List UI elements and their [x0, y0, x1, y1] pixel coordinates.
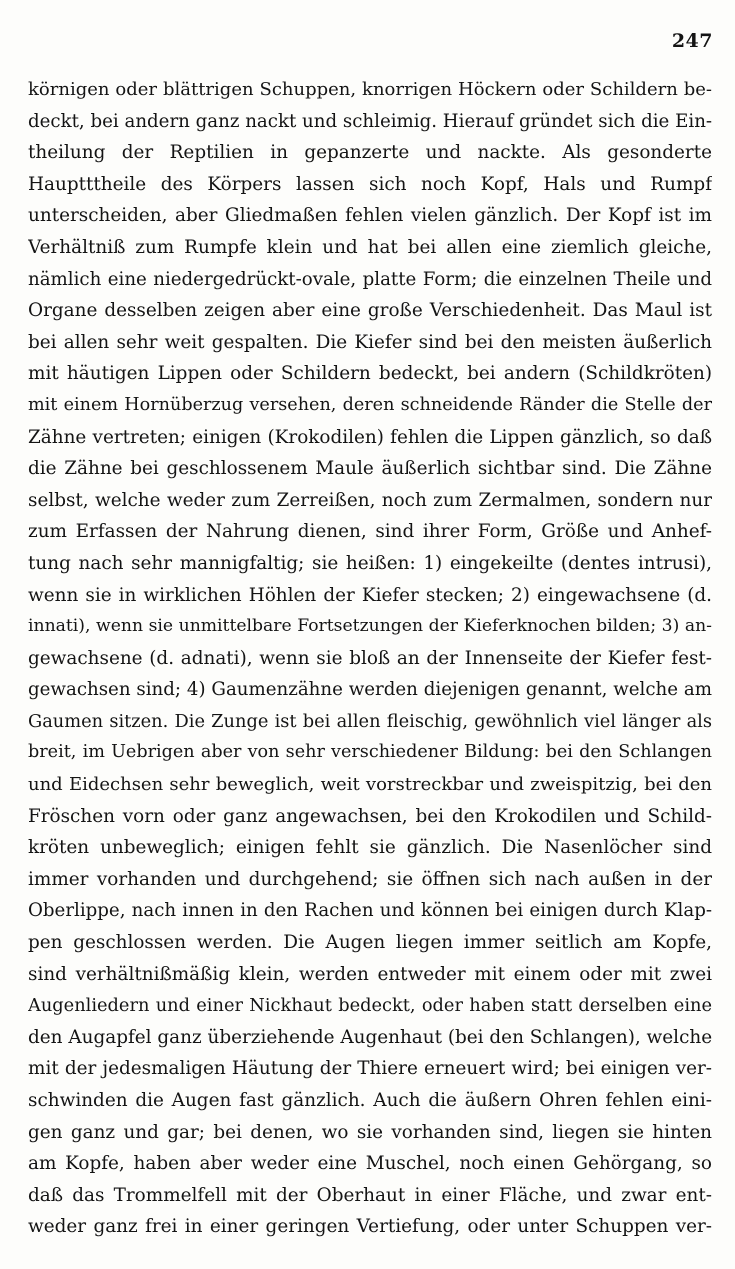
text-line: deckt, bei andern ganz nackt und schleimig. Hierauf gründet sich die Ein- [28, 110, 712, 132]
text-line: selbst, welche weder zum Zerreißen, noch zum Zermalmen, sondern nur [28, 489, 712, 511]
text-line: gen ganz und gar; bei denen, wo sie vorhanden sind, liegen sie hinten [28, 1121, 712, 1143]
text-line: Zähne vertreten; einigen (Krokodilen) fehlen die Lippen gänzlich, so daß [28, 426, 712, 448]
text-line: mit häutigen Lippen oder Schildern bedeckt, bei andern (Schildkröten) [28, 363, 712, 385]
text-line: den Augapfel ganz überziehende Augenhaut (bei den Schlangen), welche [28, 1026, 712, 1048]
text-line: Verhältniß zum Rumpfe klein und hat bei allen eine ziemlich gleiche, [28, 236, 712, 258]
body-text [28, 74, 712, 1243]
text-line: mit einem Hornüberzug versehen, deren schneidende Ränder die Stelle der [28, 394, 712, 415]
text-line: die Zähne bei geschlossenem Maule äußerlich sichtbar sind. Die Zähne [28, 458, 712, 480]
text-line: Augenliedern und einer Nickhaut bedeckt, oder haben statt derselben eine [28, 995, 712, 1017]
text-line: körnigen oder blättrigen Schuppen, knorrigen Höckern oder Schildern be- [28, 79, 712, 100]
text-line: gewachsene (d. adnati), wenn sie bloß an der Innenseite der Kiefer fest- [28, 647, 712, 669]
text-line: Hauptttheile des Körpers lassen sich noch Kopf, Hals und Rumpf [28, 173, 712, 195]
page-number: 247 [671, 30, 713, 52]
text-line: theilung der Reptilien in gepanzerte und nackte. Als gesonderte [28, 142, 712, 164]
text-line: Organe desselben zeigen aber eine große Verschiedenheit. Das Maul ist [28, 300, 712, 322]
text-line: Fröschen vorn oder ganz angewachsen, bei den Krokodilen und Schild- [28, 805, 712, 827]
text-line: und Eidechsen sehr beweglich, weit vorstreckbar und zweispitzig, bei den [28, 774, 712, 796]
text-line: am Kopfe, haben aber weder eine Muschel, noch einen Gehörgang, so [28, 1153, 712, 1175]
text-line: Gaumen sitzen. Die Zunge ist bei allen fleischig, gewöhnlich viel länger als [28, 710, 712, 732]
text-line: weder ganz frei in einer geringen Vertiefung, oder unter Schuppen ver- [28, 1216, 712, 1238]
text-line: sind verhältnißmäßig klein, werden entweder mit einem oder mit zwei [28, 963, 712, 985]
text-line: kröten unbeweglich; einigen fehlt sie gänzlich. Die Nasenlöcher sind [28, 837, 712, 859]
text-line: breit, im Uebrigen aber von sehr verschiedener Bildung: bei den Schlangen [28, 742, 712, 763]
text-line: Oberlippe, nach innen in den Rachen und können bei einigen durch Klap- [28, 900, 712, 922]
text-line: zum Erfassen der Nahrung dienen, sind ihrer Form, Größe und Anhef- [28, 521, 712, 543]
text-line: daß das Trommelfell mit der Oberhaut in einer Fläche, und zwar ent- [28, 1184, 712, 1206]
text-line: mit der jedesmaligen Häutung der Thiere erneuert wird; bei einigen ver- [28, 1058, 712, 1080]
text-line: gewachsen sind; 4) Gaumenzähne werden diejenigen genannt, welche am [28, 679, 712, 701]
text-line: tung nach sehr mannigfaltig; sie heißen: 1) eingekeilte (dentes intrusi), [28, 552, 712, 574]
text-line: unterscheiden, aber Gliedmaßen fehlen vielen gänzlich. Der Kopf ist im [28, 205, 712, 227]
text-line: schwinden die Augen fast gänzlich. Auch die äußern Ohren fehlen eini- [28, 1090, 712, 1111]
text-line: bei allen sehr weit gespalten. Die Kiefer sind bei den meisten äußerlich [28, 331, 712, 353]
text-line: immer vorhanden und durchgehend; sie öffnen sich nach außen in der [28, 868, 712, 890]
text-line: nämlich eine niedergedrückt-ovale, platte Form; die einzelnen Theile und [28, 268, 712, 290]
text-line: wenn sie in wirklichen Höhlen der Kiefer stecken; 2) eingewachsene (d. [28, 584, 712, 606]
text-line: innati), wenn sie unmittelbare Fortsetzungen der Kieferknochen bilden; 3) an- [28, 616, 712, 637]
text-line: pen geschlossen werden. Die Augen liegen immer seitlich am Kopfe, [28, 932, 712, 954]
